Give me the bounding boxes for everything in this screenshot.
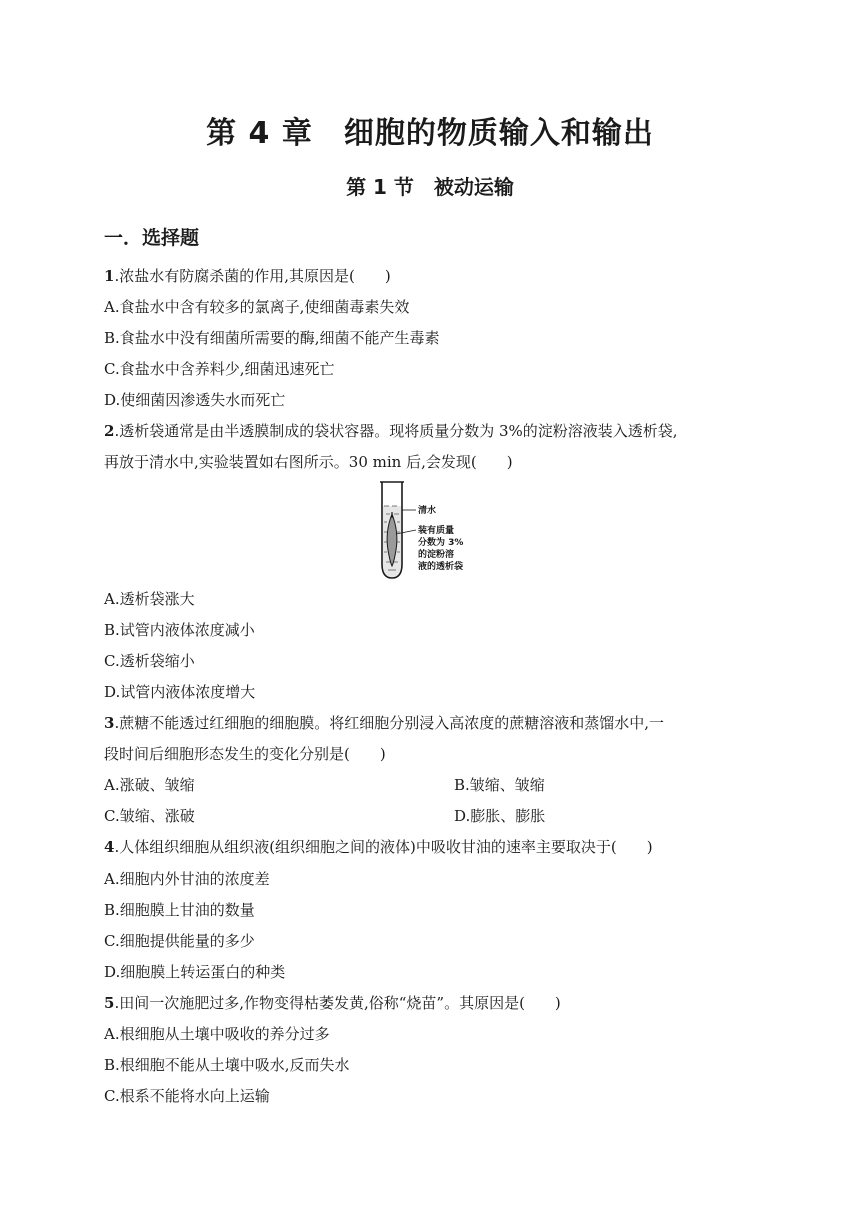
question-3-stem-line-1: 3.蔗糖不能透过红细胞的细胞膜。将红细胞分别浸入高浓度的蔗糖溶液和蒸馏水中,一 — [104, 714, 664, 732]
question-5-option-a: A.根细胞从土壤中吸收的养分过多 — [104, 1025, 330, 1043]
question-5-option-c: C.根系不能将水向上运输 — [104, 1087, 270, 1105]
question-2-option-b: B.试管内液体浓度减小 — [104, 621, 255, 639]
question-2-option-d: D.试管内液体浓度增大 — [104, 683, 256, 701]
question-3-options-row-1 — [104, 775, 764, 795]
question-4-option-c: C.细胞提供能量的多少 — [104, 932, 255, 950]
question-1-stem: 1.浓盐水有防腐杀菌的作用,其原因是( ) — [104, 267, 391, 285]
figure-label-bag-4: 液的透析袋 — [418, 562, 464, 572]
part-heading: 一．选择题 — [104, 227, 200, 249]
dialysis-bag-figure — [376, 478, 486, 582]
section-title: 第 1 节 被动运输 — [346, 175, 514, 199]
figure-label-bag-3: 的淀粉溶 — [418, 550, 455, 560]
question-1-option-d: D.使细菌因渗透失水而死亡 — [104, 391, 286, 409]
question-4-stem: 4.人体组织细胞从组织液(组织细胞之间的液体)中吸收甘油的速率主要取决于( ) — [104, 838, 653, 856]
figure-label-water: 清水 — [418, 506, 437, 516]
figure-label-bag-1: 装有质量 — [418, 526, 455, 536]
question-1-option-b: B.食盐水中没有细菌所需要的酶,细菌不能产生毒素 — [104, 329, 440, 347]
question-3-options-row-2 — [104, 806, 764, 826]
question-5-stem: 5.田间一次施肥过多,作物变得枯萎发黄,俗称“烧苗”。其原因是( ) — [104, 994, 561, 1012]
question-1-option-c: C.食盐水中含养料少,细菌迅速死亡 — [104, 360, 335, 378]
question-3-option-d: D.膨胀、膨胀 — [454, 807, 546, 825]
chapter-title: 第 4 章 细胞的物质输入和输出 — [206, 116, 654, 151]
question-1-option-a: A.食盐水中含有较多的氯离子,使细菌毒素失效 — [104, 298, 410, 316]
figure-label-bag-2: 分数为 3% — [418, 538, 464, 548]
question-3-stem-line-2: 段时间后细胞形态发生的变化分别是( ) — [104, 745, 386, 763]
question-3-option-a: A.涨破、皱缩 — [104, 776, 195, 794]
question-2-option-c: C.透析袋缩小 — [104, 652, 195, 670]
question-4-option-b: B.细胞膜上甘油的数量 — [104, 901, 255, 919]
question-3-option-c: C.皱缩、涨破 — [104, 807, 195, 825]
question-4-option-d: D.细胞膜上转运蛋白的种类 — [104, 963, 286, 981]
question-2-option-a: A.透析袋涨大 — [104, 590, 195, 608]
question-3-option-b: B.皱缩、皱缩 — [454, 776, 545, 794]
question-2-stem-line-2: 再放于清水中,实验装置如右图所示。30 min 后,会发现( ) — [104, 453, 513, 471]
question-2-stem-line-1: 2.透析袋通常是由半透膜制成的袋状容器。现将质量分数为 3%的淀粉溶液装入透析袋, — [104, 422, 678, 440]
question-4-option-a: A.细胞内外甘油的浓度差 — [104, 870, 270, 888]
question-5-option-b: B.根细胞不能从土壤中吸水,反而失水 — [104, 1056, 350, 1074]
